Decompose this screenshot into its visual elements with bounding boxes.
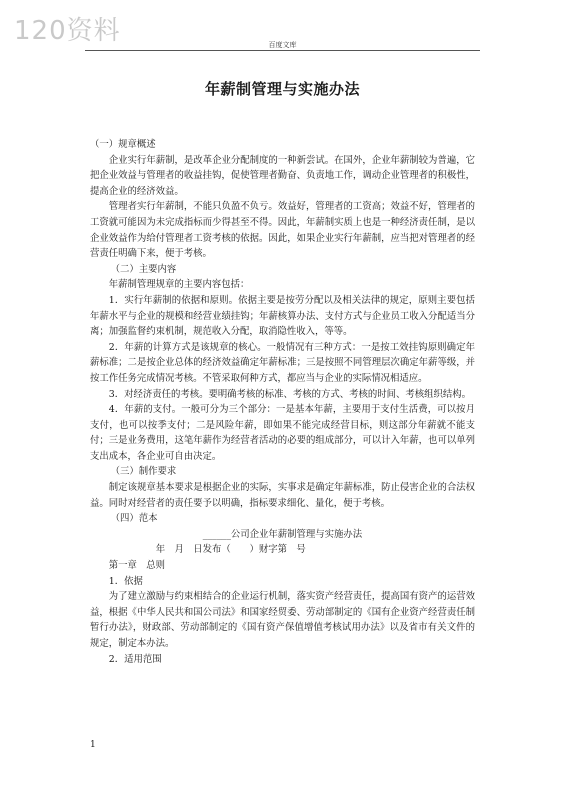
paragraph: （四）范本 bbox=[110, 513, 158, 525]
watermark: 120资料 bbox=[14, 16, 121, 46]
document-body bbox=[90, 137, 475, 667]
header-source: 百度文库 bbox=[268, 41, 297, 49]
paragraph: 2．年薪的计算方式是该规章的核心。一般情况有三种方式：一是按工效挂钩原则确定年薪标准；二是按企业总体的经济效益确定年薪标准；三是按照不同管理层次确定年薪等级，并按工作任务完成情况考核。不管采取何种方式，都应当与企业的实际情况相适应。 bbox=[90, 341, 475, 384]
paragraph: （一）规章概述 bbox=[90, 139, 156, 150]
page-number: 1 bbox=[90, 740, 96, 750]
paragraph: 为了建立激励与约束相结合的企业运行机制，落实资产经营责任，提高国有资产的运营效益，根据《中华人民共和国公司法》和国家经贸委、劳动部制定的《国有企业资产经营责任制暂行办法》，财政部、劳动部制定的《国有资产保值增值考核试用办法》以及省市有关文件的规定，制定本办法。 bbox=[90, 591, 475, 649]
paragraph: 3．对经济责任的考核。要明确考核的标准、考核的方式、考核的时间、考核组织结构。 bbox=[108, 388, 472, 400]
paragraph: （二）主要内容 bbox=[110, 263, 177, 275]
paragraph: ______公司企业年薪制管理与实施办法 bbox=[202, 528, 363, 540]
paragraph: 4．年薪的支付。一般可分为三个部分：一是基本年薪，主要用于支付生活费，可以按月支付，也可以按季支付；二是风险年薪，即如果不能完成经营目标，则这部分年薪就不能支付；三是业务费用，这笔年薪作为经营者活动的必要的组成部分，可以计入年薪，也可以单列支出成本，各企业可自由决定。 bbox=[90, 404, 475, 462]
paragraph: 年薪制管理规章的主要内容包括： bbox=[108, 279, 250, 291]
paragraph: 2．适用范围 bbox=[108, 653, 162, 665]
paragraph: 企业实行年薪制，是改革企业分配制度的一种新尝试。在国外，企业年薪制较为普遍，它把企业效益与管理者的收益挂钩，促使管理者勤奋、负责地工作，调动企业管理者的积极性，提高企业的经济效益。 bbox=[90, 154, 475, 197]
header-rule bbox=[85, 50, 480, 51]
paragraph: 管理者实行年薪制，不能只负盈不负亏。效益好，管理者的工资高；效益不好，管理者的工资就可能因为未完成指标而少得甚至不得。因此，年薪制实质上也是一种经济责任制，是以企业效益作为给付管理者工资考核的依据。因此，如果企业实行年薪制，应当把对管理者的经营责任明确下来，便于考核。 bbox=[90, 201, 475, 260]
paragraph: 制定该规章基本要求是根据企业的实际，实事求是确定年薪标准，防止侵害企业的合法权益。同时对经营者的责任要予以明确，指标要求细化、量化，便于考核。 bbox=[90, 482, 475, 509]
paragraph: 1．实行年薪制的依据和原则。依据主要是按劳分配以及相关法律的规定，原则主要包括年薪水平与企业的规模和经营业绩挂钩；年薪核算办法、支付方式与企业员工收入分配适当分离；加强监督约束机制，规范收入分配，取消隐性收入，等等。 bbox=[90, 294, 475, 338]
paragraph: （三）制作要求 bbox=[110, 466, 177, 478]
paragraph: 年 月 日发布（ ）财字第 号 bbox=[155, 544, 306, 556]
paragraph: 第一章 总则 bbox=[108, 560, 166, 572]
document-title: 年薪制管理与实施办法 bbox=[204, 80, 360, 98]
paragraph: 1．依据 bbox=[108, 575, 143, 587]
